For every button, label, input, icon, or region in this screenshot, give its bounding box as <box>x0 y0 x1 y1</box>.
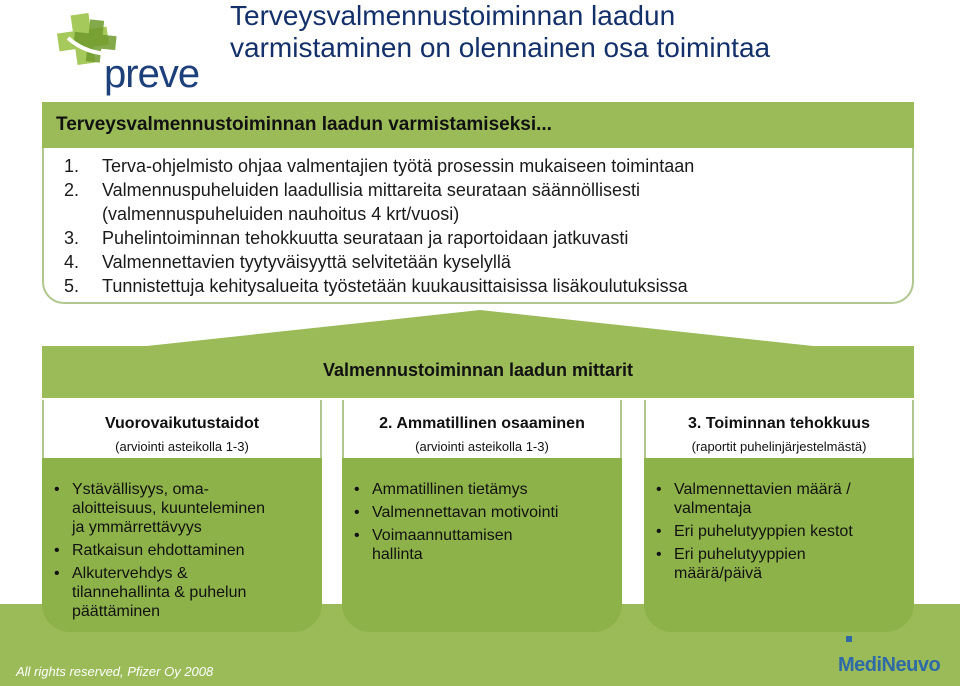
bullet-line: määrä/päivä <box>674 565 763 582</box>
column-title: 2. Ammatillinen osaaminen <box>379 415 585 432</box>
column-title: 3. Toiminnan tehokkuus <box>688 415 870 432</box>
bullet-line: • Valmennettavan motivointi <box>372 504 559 521</box>
list-item-line: Valmennuspuheluiden laadullisia mittareita seurataan säännöllisesti <box>102 180 640 200</box>
list-item <box>64 250 694 274</box>
page-title-line-1: Terveysvalmennustoiminnan laadun <box>230 0 676 31</box>
medineuvo-logo-icon <box>838 636 860 650</box>
bullet-item <box>72 480 312 537</box>
bullet-line: • Valmennettavien määrä / <box>674 481 851 498</box>
bullet-line: päättäminen <box>72 603 161 620</box>
bullet-line: • Eri puhelutyyppien <box>674 546 806 563</box>
list-item-number: 2. <box>64 180 80 200</box>
bullet-item <box>674 480 904 518</box>
column-subtitle: (arviointi asteikolla 1-3) <box>115 439 249 454</box>
bullet-line: • Voimaannuttamisen <box>372 527 513 544</box>
bullet-line: • Eri puhelutyyppien kestot <box>674 523 853 540</box>
bullet-line: • Alkutervehdys & <box>72 565 188 582</box>
bullet-line: • Ammatillinen tietämys <box>372 481 528 498</box>
column-subtitle: (arviointi asteikolla 1-3) <box>415 439 549 454</box>
column-subtitle: (raportit puhelinjärjestelmästä) <box>691 439 867 454</box>
list-item-number: 5. <box>64 276 80 296</box>
page-title-line-2: varmistaminen on olennainen osa toimintaa <box>230 32 771 63</box>
bullet-line: • Ratkaisun ehdottaminen <box>72 542 245 559</box>
column-bullet-list <box>342 458 622 564</box>
list-item-text <box>102 154 694 178</box>
list-item <box>64 154 694 178</box>
list-item <box>64 226 694 250</box>
column-efficiency <box>644 400 914 632</box>
column-header <box>644 400 914 458</box>
list-item-number: 4. <box>64 252 80 272</box>
bullet-line: valmentaja <box>674 500 752 517</box>
measures-list-box <box>42 148 914 304</box>
list-item <box>64 274 694 298</box>
medineuvo-logo <box>838 646 956 682</box>
bullet-line: • Ystävällisyys, oma- <box>72 481 209 498</box>
bullet-line: tilannehallinta & puhelun <box>72 584 247 601</box>
list-item-line: Tunnistettuja kehitysalueita työstetään kuukausittaisissa lisäkoulutuksissa <box>102 276 688 296</box>
column-professional-skills <box>342 400 622 632</box>
bullet-line: ja ymmärrettävyys <box>72 519 202 536</box>
column-bullet-list <box>644 458 914 583</box>
bullet-item <box>72 541 312 560</box>
list-item-line: (valmennuspuheluiden nauhoitus 4 krt/vuosi) <box>102 204 460 224</box>
numbered-list <box>64 154 694 298</box>
column-interaction-skills <box>42 400 322 632</box>
section-banner <box>42 102 914 148</box>
column-header <box>342 400 622 458</box>
list-item-text <box>102 226 628 250</box>
triangle-connector <box>110 310 850 350</box>
bullet-line: aloitteisuus, kuunteleminen <box>72 500 266 517</box>
bullet-item <box>72 564 312 621</box>
list-item-line: Terva-ohjelmisto ohjaa valmentajien työtä prosessin mukaiseen toimintaan <box>102 156 695 176</box>
bullet-line: hallinta <box>372 546 423 563</box>
bullet-item <box>674 545 904 583</box>
list-item-number: 1. <box>64 156 80 176</box>
bullet-item <box>674 522 904 541</box>
list-item-text <box>102 274 688 298</box>
list-item-text <box>102 250 511 274</box>
measures-header <box>42 346 914 398</box>
copyright-footer: All rights reserved, Pfizer Oy 2008 <box>16 664 214 679</box>
bullet-item <box>372 526 612 564</box>
medineuvo-wordmark: MediNeuvo <box>838 654 941 676</box>
logo-wordmark: preve <box>104 52 200 96</box>
preve-logo <box>48 8 198 94</box>
column-title: Vuorovaikutustaidot <box>104 415 260 432</box>
page-title <box>230 0 930 64</box>
bullet-item <box>372 480 612 499</box>
bullet-item <box>372 503 612 522</box>
column-bullet-list <box>42 458 322 621</box>
list-item-text <box>102 178 640 226</box>
measures-header-text: Valmennustoiminnan laadun mittarit <box>322 360 634 380</box>
section-banner-text: Terveysvalmennustoiminnan laadun varmistamiseksi... <box>56 114 552 135</box>
list-item <box>64 178 694 226</box>
list-item-number: 3. <box>64 228 80 248</box>
list-item-line: Puhelintoiminnan tehokkuutta seurataan ja raportoidaan jatkuvasti <box>102 228 629 248</box>
list-item-line: Valmennettavien tyytyväisyyttä selvitetään kyselyllä <box>102 252 511 272</box>
column-header <box>42 400 322 458</box>
